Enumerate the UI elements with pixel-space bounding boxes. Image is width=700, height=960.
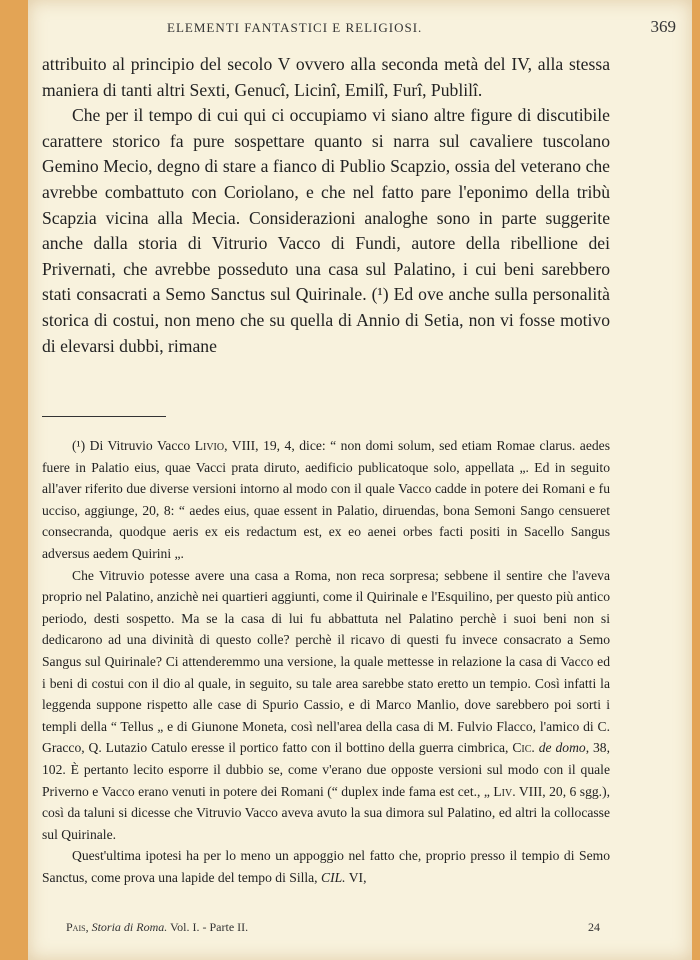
footer-reference <box>66 920 248 935</box>
footnote-1-text-b: , VIII, 19, 4, dice: “ non domi solum, sed etiam Romae clarus. aedes fuere in Palatio eius, quae Vacci prata diruto, aedificio publicatoque solo, appellata „. Ed in seguito all'aver riferito due diverse versioni intorno al modo con il quale Vacco cadde in potere dei Romani e fu ucciso, aggiunge, 20, 8: “ aedes eius, quae essent in Palatio, diruendas, bona Semoni Sango censueret consecranda, quodque aeris ex eis redactum est, ex eo aenei orbes facti positi in Sacello Sangus adversus aedem Quirini „. <box>42 438 610 561</box>
page-number: 369 <box>650 17 676 36</box>
main-text <box>42 52 610 359</box>
footnote-paragraph-3 <box>42 845 610 888</box>
running-header <box>42 17 676 41</box>
footnote-3-text-a: Quest'ultima ipotesi ha per lo meno un appoggio nel fatto che, proprio presso il tempio di Semo Sanctus, come prova una lapide del tempo di Silla, <box>42 848 610 885</box>
footnote-2-text-c: VIII, 20, 6 sgg.), così da taluni si dicesse che Vitruvio Vacco aveva avuto la sua dimora sul Palatino, ed altri la collocasse sul Quirinale. <box>42 783 611 842</box>
footnotes <box>42 435 610 888</box>
page-footer <box>66 920 600 940</box>
footnote-3-text-b: VI, <box>348 869 367 885</box>
footnote-divider <box>42 416 166 417</box>
paragraph-2-part-a: Che per il tempo di cui qui ci occupiamo vi siano altre figure di discutibile carattere storico fa pure sospettare quanto si narra sul cavaliere tuscolano Gemino Mecio, degno di stare a fianco di Publio Scapzio, ossia del veterano che avrebbe combattuto con Coriolano, e che nel fatto pare l'eponimo della tribù Scapzia vicina alla Mecia. Considerazioni analoghe sono in parte suggerite anche dalla storia di Vitrurio Vacco di Fundi, autore della ribellione dei Privernati, che avrebbe posseduto una casa sul Palatino, i cui beni sarebbero stati consacrati a Semo Sanctus sul Quirinale. <box>42 105 610 305</box>
signature-mark: 24 <box>588 920 600 934</box>
paragraph-1: attribuito al principio del secolo V ovvero alla seconda metà del IV, alla stessa maniera di tanti altri Sexti, Genucî, Licinî, Emilî, Furî, Publilî. <box>42 54 610 100</box>
footnote-paragraph-2 <box>42 565 610 846</box>
footnote-1-text-a: Di Vitruvio Vacco <box>89 438 191 453</box>
footer-title: Storia di Roma. <box>91 920 168 934</box>
footnote-marker: (¹) <box>72 438 86 453</box>
running-title: ELEMENTI FANTASTICI E RELIGIOSI. <box>167 20 423 35</box>
footnote-1 <box>42 435 610 565</box>
citation-livio: Livio <box>194 438 225 453</box>
citation-cic: Cic. <box>512 740 535 756</box>
footnote-reference[interactable]: (¹) <box>371 284 389 305</box>
footnote-2-text-b: , 38, 102. È pertanto lecito esporre il dubbio se, come v'erano due opposte versioni sul modo con il quale Priverno e Vacco erano venuti in potere dei Romani (“ duplex inde fama est cet., „ <box>42 740 611 799</box>
citation-de-domo: de domo <box>538 740 586 756</box>
citation-cil: CIL. <box>321 869 346 885</box>
paragraph-2-part-b: Ed ove anche sulla personalità storica di costui, non meno che su quella di Annio di Setia, non vi fosse motivo di elevarsi dubbi, rimane <box>42 284 610 356</box>
footer-volume: Vol. I. - Parte II. <box>170 920 249 934</box>
footnote-2-text-a: Che Vitruvio potesse avere una casa a Roma, non reca sorpresa; sebbene il sentire che l'aveva proprio nel Palatino, anzichè nei quartieri aggiunti, come il Quirinale e l'Esquilino, per questo più antico periodo, desti sospetto. Ma se la casa di lui fu abbattuta nel Palatino perchè i suoi beni non si dedicarono ad una divinità di questo colle? perchè il ricavo di questi fu invece consacrato a Semo Sangus sul Quirinale? Ci attenderemmo una versione, la quale mettesse in relazione la casa di Vacco ed i beni di costui con il dio al quale, in seguito, su tale area sarebbe stato eretto un tempio. Così infatti la leggenda suppone rispetto alle case di Spurio Cassio, e di Marco Manlio, dove sarebbero poi sorti i templi della “ Tellus „ e di Giunone Moneta, così nell'area della casa di M. Fulvio Flacco, l'amico di C. Gracco, Q. Lutazio Catulo eresse il portico fatto con il bottino della guerra cimbrica, <box>42 567 610 756</box>
citation-liv: Liv. <box>493 783 516 799</box>
footer-author: Pais, <box>66 920 89 934</box>
paragraph-2 <box>42 103 610 359</box>
